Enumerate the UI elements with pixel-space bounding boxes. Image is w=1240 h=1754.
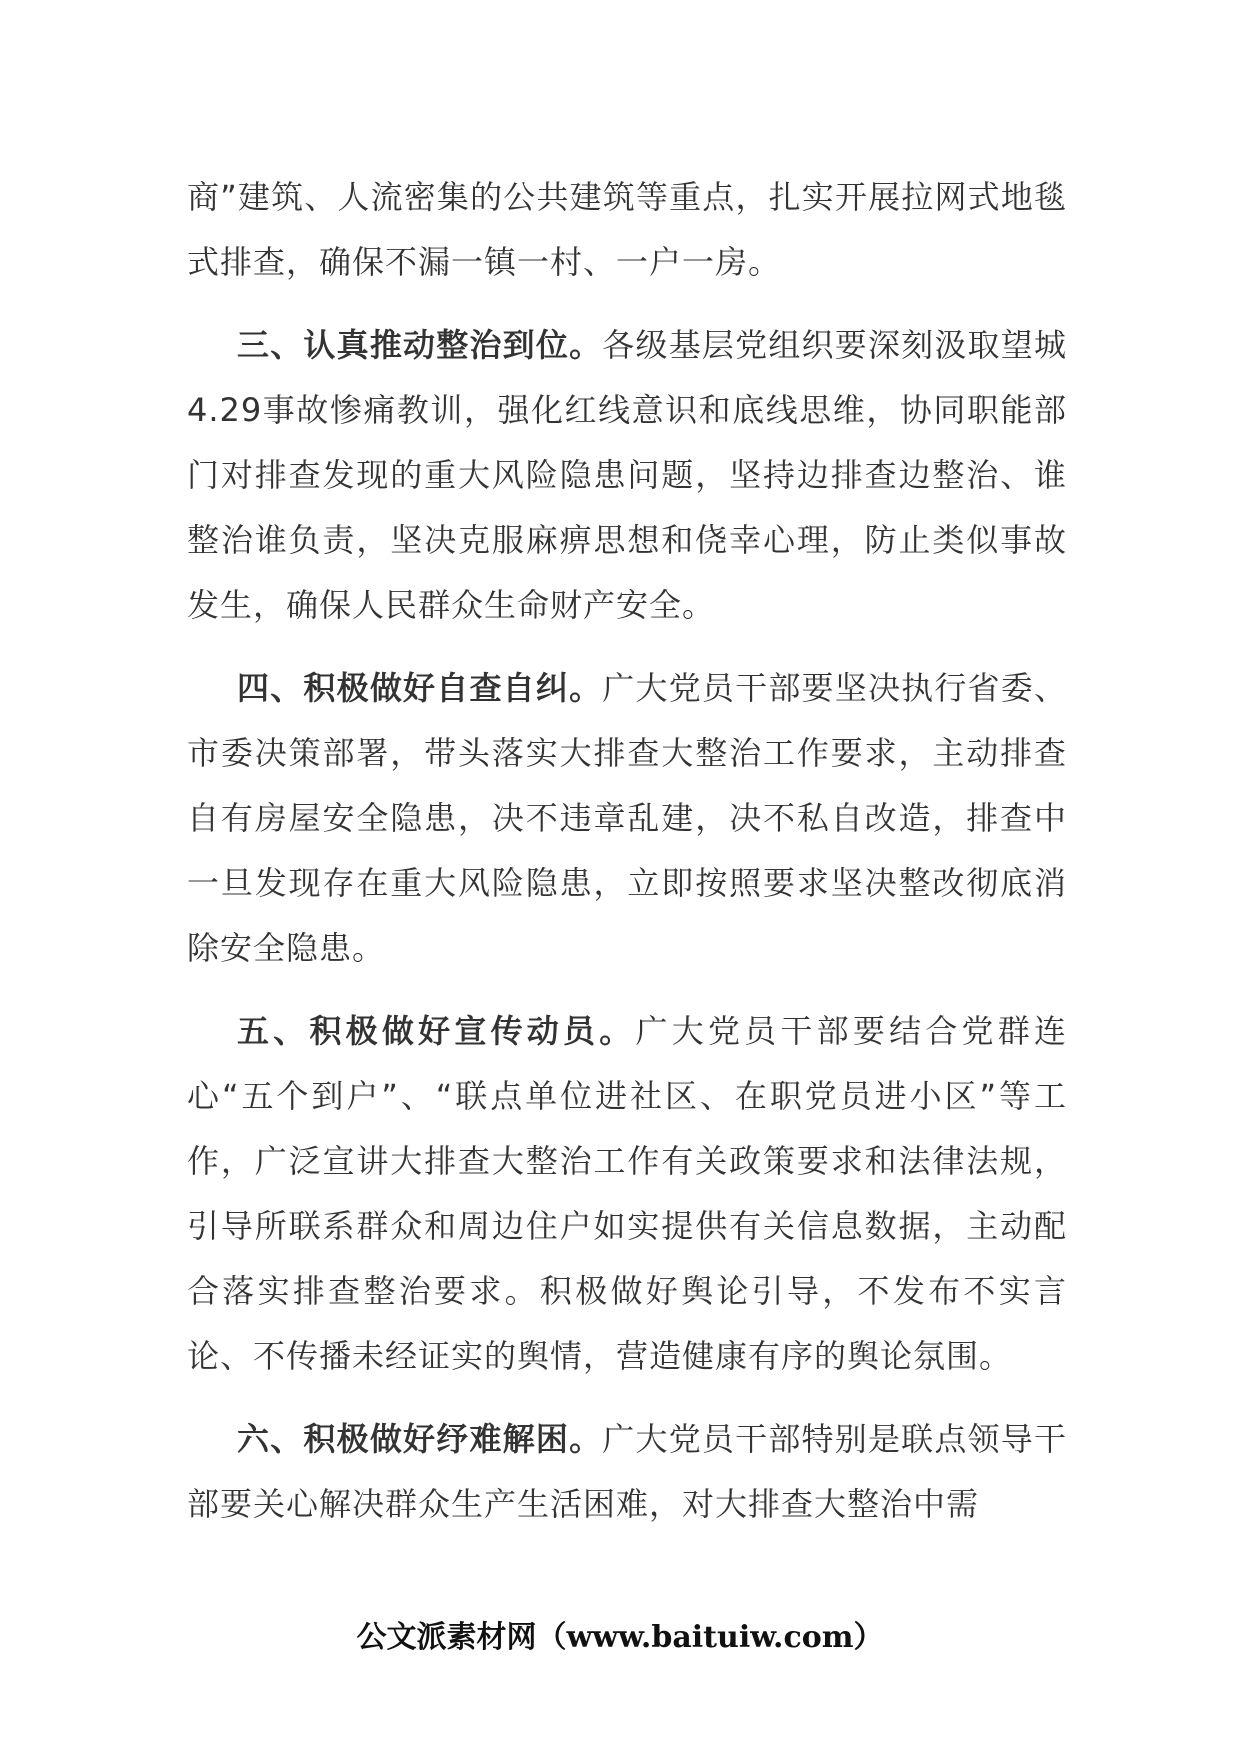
paragraph-section-3 — [187, 313, 1067, 638]
paragraph-heading: 三、认真推动整治到位。 — [237, 326, 603, 364]
paragraph-section-6 — [187, 1407, 1067, 1537]
paragraph-continuation — [187, 165, 1067, 295]
paragraph-section-5 — [187, 999, 1067, 1389]
paragraph-heading: 五、积极做好宣传动员。 — [237, 1012, 636, 1050]
paragraph-text: 广大党员干部要坚决执行省委、市委决策部署，带头落实大排查大整治工作要求，主动排查自有房屋安全隐患，决不违章乱建，决不私自改造，排查中一旦发现存在重大风险隐患，立即按照要求坚决整改彻底消除安全隐患。 — [187, 669, 1067, 967]
document-body — [187, 165, 1067, 1555]
paragraph-text: 商”建筑、人流密集的公共建筑等重点，扎实开展拉网式地毯式排查，确保不漏一镇一村、一户一房。 — [187, 178, 1067, 281]
paragraph-text: 各级基层党组织要深刻汲取望城4.29事故惨痛教训，强化红线意识和底线思维，协同职能部门对排查发现的重大风险隐患问题，坚持边排查边整治、谁整治谁负责，坚决克服麻痹思想和侥幸心理，防止类似事故发生，确保人民群众生命财产安全。 — [187, 326, 1067, 624]
paragraph-section-4 — [187, 656, 1067, 981]
paragraph-heading: 六、积极做好纾难解困。 — [237, 1420, 603, 1458]
paragraph-text: 广大党员干部要结合党群连心“五个到户”、“联点单位进社区、在职党员进小区”等工作，广泛宣讲大排查大整治工作有关政策要求和法律法规，引导所联系群众和周边住户如实提供有关信息数据，主动配合落实排查整治要求。积极做好舆论引导，不发布不实言论、不传播未经证实的舆情，营造健康有序的舆论氛围。 — [187, 1012, 1067, 1375]
footer-watermark: 公文派素材网（www.baituiw.com） — [356, 1620, 884, 1655]
paragraph-heading: 四、积极做好自查自纠。 — [237, 669, 603, 707]
paragraph-text: 广大党员干部特别是联点领导干部要关心解决群众生产生活困难，对大排查大整治中需 — [187, 1420, 1067, 1523]
